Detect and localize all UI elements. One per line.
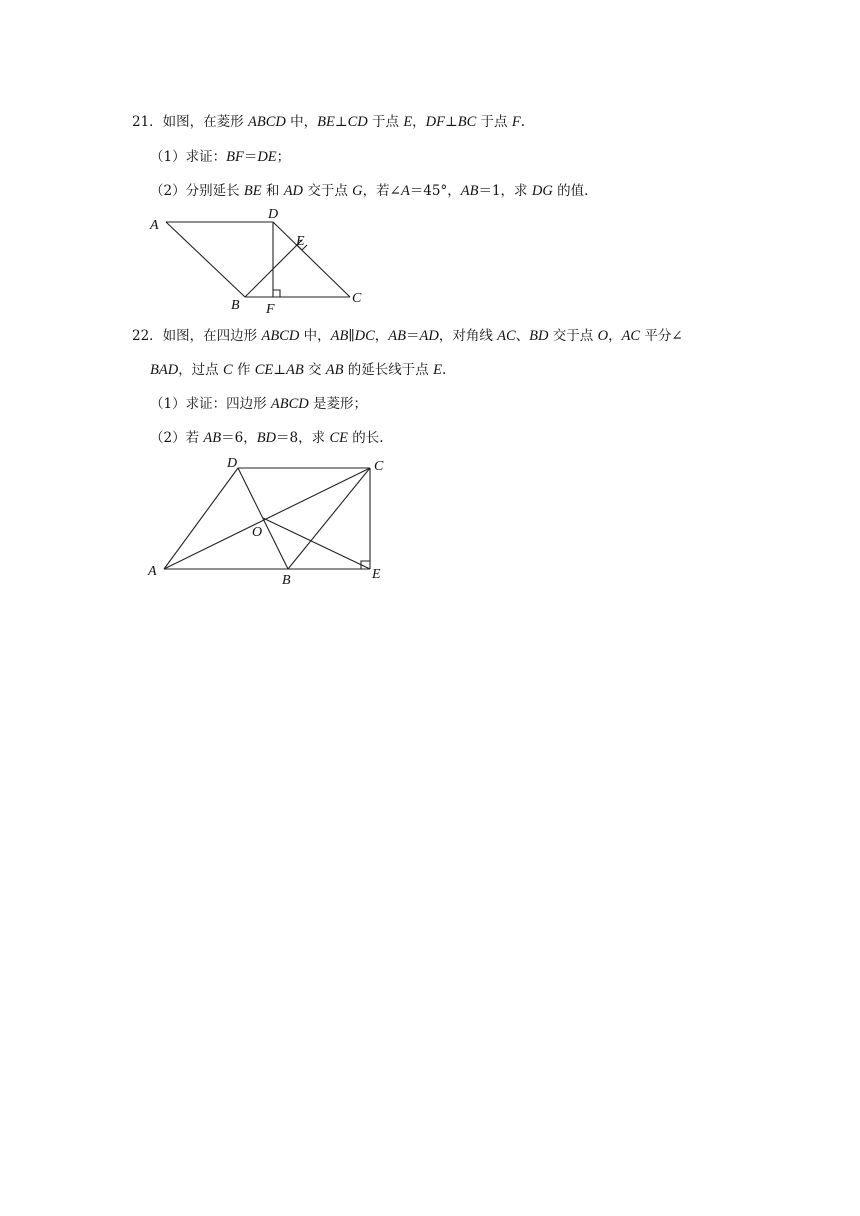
- q22-label-A: A: [148, 564, 157, 579]
- q22-stem-line2: BAD，过点 C 作 CE⊥AB 交 AB 的延长线于点 E.: [150, 362, 447, 378]
- q21-label-A: A: [150, 218, 159, 233]
- q22-part2: （2）若 AB＝6，BD＝8，求 CE 的长.: [150, 430, 384, 446]
- q22-stem-line1: 22．如图，在四边形 ABCD 中，AB∥DC，AB＝AD，对角线 AC、BD 交于点 O，AC 平分∠: [132, 328, 683, 344]
- q22-segment-OE: [263, 518, 370, 569]
- q21-part2: （2）分别延长 BE 和 AD 交于点 G，若∠A＝45°，AB＝1，求 DG 的值.: [150, 183, 589, 199]
- q21-label-C: C: [352, 291, 362, 306]
- q21-part1: （1）求证：BF＝DE；: [150, 149, 291, 165]
- q22-label-C: C: [374, 459, 384, 474]
- q22-label-O: O: [252, 525, 263, 540]
- q21-label-B: B: [231, 298, 240, 313]
- q22-segment-AD: [164, 468, 238, 569]
- q22-label-D: D: [227, 456, 238, 471]
- q21-label-D: D: [268, 207, 279, 222]
- q21-label-E: E: [296, 234, 305, 249]
- q22-part1: （1）求证：四边形 ABCD 是菱形；: [150, 396, 368, 412]
- q22-segment-BC: [288, 468, 370, 569]
- q21-label-F: F: [266, 302, 275, 317]
- q22-label-E: E: [372, 567, 381, 582]
- q21-stem: 21．如图，在菱形 ABCD 中，BE⊥CD 于点 E，DF⊥BC 于点 F.: [132, 114, 525, 130]
- q22-label-B: B: [282, 573, 291, 588]
